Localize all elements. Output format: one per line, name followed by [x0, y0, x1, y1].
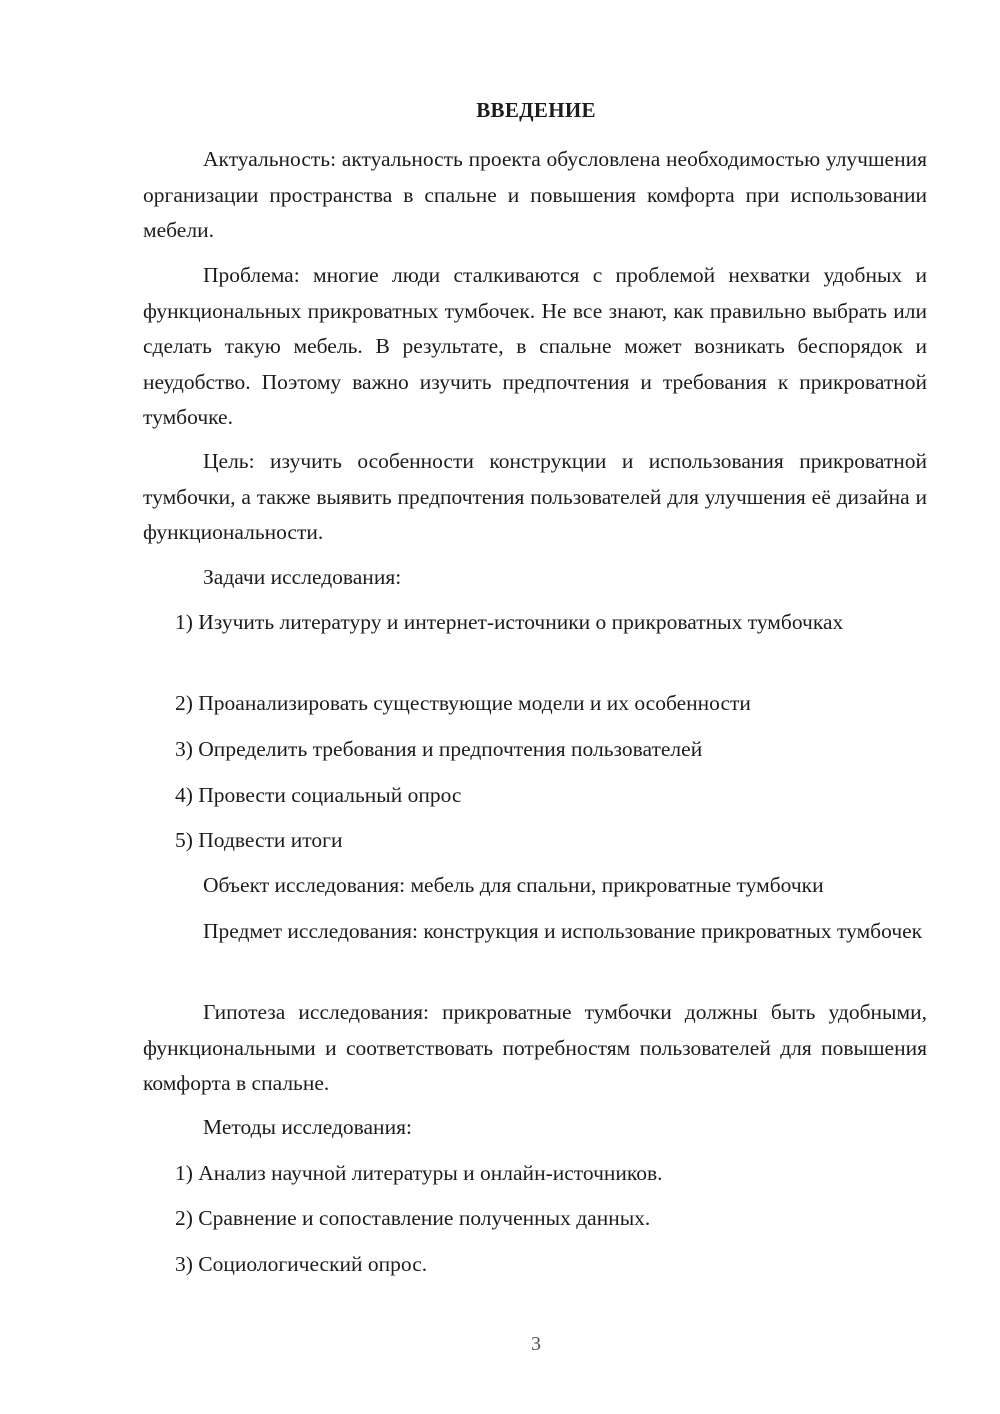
- tasks-heading: Задачи исследования:: [203, 565, 402, 589]
- method-item-3: 3) Социологический опрос.: [175, 1252, 428, 1276]
- task-item-5: 5) Подвести итоги: [175, 828, 343, 852]
- task-item-1: 1) Изучить литературу и интернет-источники о прикроватных тумбочках: [175, 610, 844, 634]
- problem-paragraph: Проблема: многие люди сталкиваются с проблемой нехватки удобных и функциональных прикроватных тумбочек. Не все знают, как правильно выбрать или сделать такую мебель. В результате, в спальне может возникать беспорядок и неудобство. Поэтому важно изучить предпочтения и требования к прикроватной тумбочке.: [143, 263, 927, 429]
- methods-heading: Методы исследования:: [203, 1115, 412, 1139]
- page-number: 3: [531, 1333, 541, 1355]
- subject-paragraph: Предмет исследования: конструкция и использование прикроватных тумбочек: [203, 919, 923, 943]
- hypothesis-paragraph: Гипотеза исследования: прикроватные тумбочки должны быть удобными, функциональными и соответствовать потребностям пользователей для повышения комфорта в спальне.: [143, 1000, 927, 1095]
- object-paragraph: Объект исследования: мебель для спальни, прикроватные тумбочки: [203, 873, 824, 897]
- relevance-paragraph: Актуальность: актуальность проекта обусловлена необходимостью улучшения организации пространства в спальне и повышения комфорта при использовании мебели.: [143, 147, 927, 242]
- page-title: ВВЕДЕНИЕ: [476, 98, 596, 122]
- method-item-2: 2) Сравнение и сопоставление полученных данных.: [175, 1206, 651, 1230]
- goal-paragraph: Цель: изучить особенности конструкции и использования прикроватной тумбочки, а также выявить предпочтения пользователей для улучшения её дизайна и функциональности.: [143, 449, 927, 544]
- task-item-3: 3) Определить требования и предпочтения пользователей: [175, 737, 703, 761]
- method-item-1: 1) Анализ научной литературы и онлайн-источников.: [175, 1161, 663, 1185]
- task-item-4: 4) Провести социальный опрос: [175, 783, 462, 807]
- task-item-2: 2) Проанализировать существующие модели и их особенности: [175, 691, 751, 715]
